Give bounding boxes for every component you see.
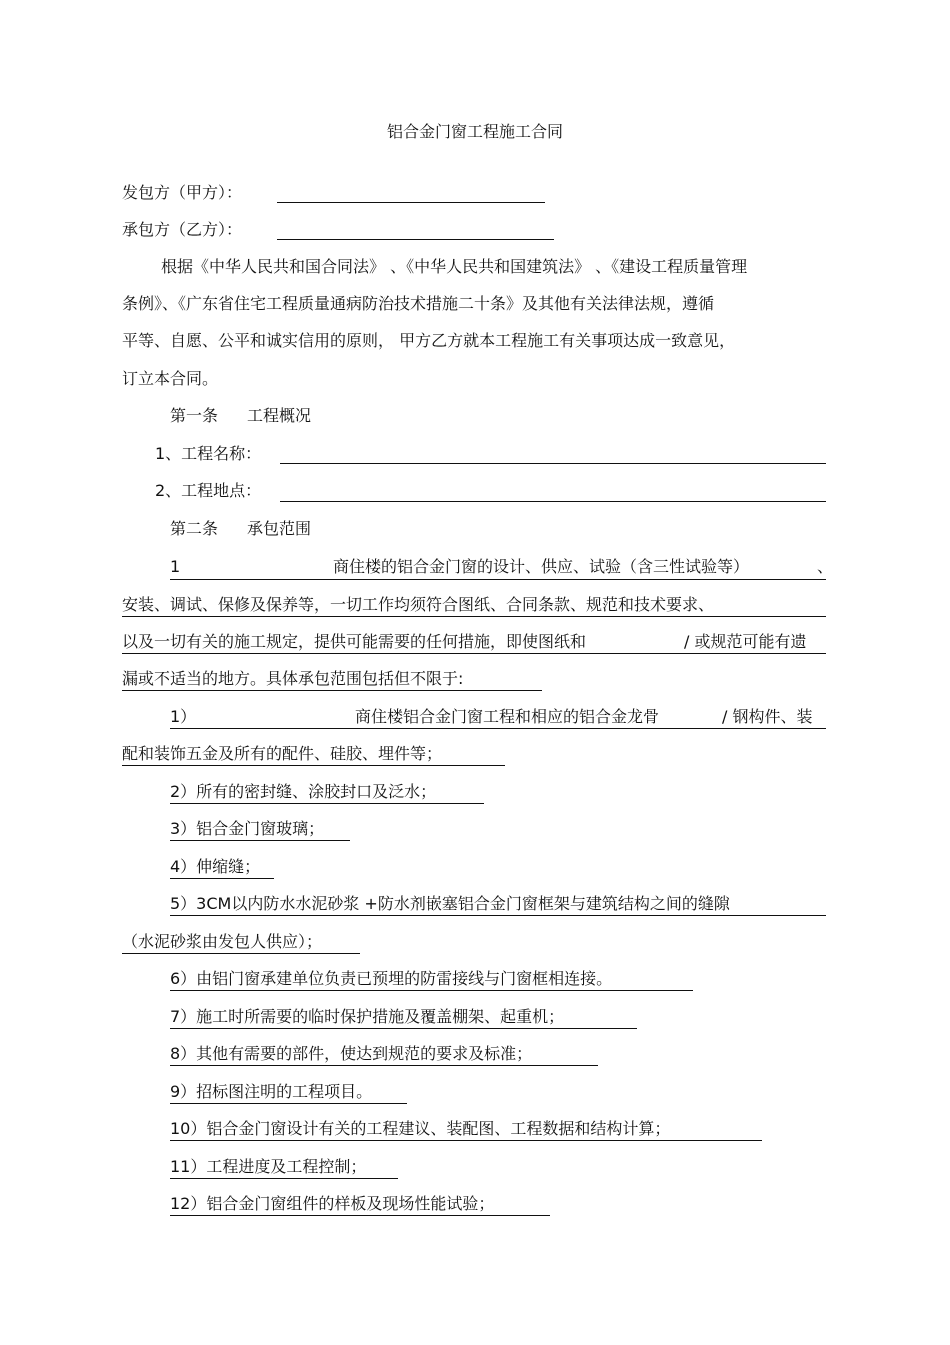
scope-p1-line3: 以及一切有关的施工规定，提供可能需要的任何措施，即使图纸和 [122,632,587,651]
scope-s1-num: 1） [170,707,197,726]
underline [170,1140,762,1141]
project-location-blank [280,501,826,502]
article-2-heading: 第二条 [170,519,219,538]
scope-p1-line1: 商住楼的铝合金门窗的设计、供应、试验（含三性试验等） [333,557,750,576]
project-location-label: 2、工程地点： [155,481,262,500]
scope-num-1: 1 [170,557,181,576]
underline [170,803,484,804]
scope-p1-line2: 安装、调试、保修及保养等，一切工作均须符合图纸、合同条款、规范和技术要求、 [122,595,715,614]
underline [170,1065,598,1066]
underline [170,728,826,729]
scope-s1-line1-end: / 钢构件、装 [722,707,813,726]
underline [170,1028,637,1029]
preamble-line-4: 订立本合同。 [122,369,219,388]
party-a-blank [277,202,545,203]
underline [122,616,826,617]
underline [170,1103,407,1104]
underline [170,1215,550,1216]
party-b-blank [277,239,554,240]
underline [170,915,826,916]
project-name-blank [280,463,826,464]
underline [122,653,826,654]
scope-s3: 3）铝合金门窗玻璃； [170,819,325,838]
scope-s11: 11）工程进度及工程控制； [170,1157,367,1176]
scope-s5-line1: 5）3CM以内防水水泥砂浆 +防水剂嵌塞铝合金门窗框架与建筑结构之间的缝隙 [170,894,730,913]
scope-s2: 2）所有的密封缝、涂胶封口及泛水； [170,782,437,801]
document-title: 铝合金门窗工程施工合同 [386,122,563,141]
underline [170,990,693,991]
preamble-line-1: 根据《中华人民共和国合同法》 、《中华人民共和国建筑法》 、《建设工程质量管理 [161,257,748,276]
article-2-title: 承包范围 [247,519,312,538]
underline [170,579,826,580]
scope-s1-line1: 商住楼铝合金门窗工程和相应的铝合金龙骨 [355,707,660,726]
underline [170,878,274,879]
underline [122,765,505,766]
scope-s1-line2: 配和装饰五金及所有的配件、硅胶、埋件等； [122,744,443,763]
underline [122,690,542,691]
scope-s12: 12）铝合金门窗组件的样板及现场性能试验； [170,1194,495,1213]
party-a-label: 发包方（甲方）： [122,183,243,202]
scope-s7: 7）施工时所需要的临时保护措施及覆盖棚架、起重机； [170,1007,565,1026]
scope-s9: 9）招标图注明的工程项目。 [170,1082,373,1101]
scope-s6: 6）由铝门窗承建单位负责已预埋的防雷接线与门窗框相连接。 [170,969,613,988]
underline [122,953,360,954]
scope-p1-line3-end: / 或规范可能有遗 [684,632,807,651]
underline [170,840,350,841]
article-1-heading: 第一条 [170,406,219,425]
scope-s10: 10）铝合金门窗设计有关的工程建议、装配图、工程数据和结构计算； [170,1119,671,1138]
preamble-line-3: 平等、自愿、公平和诚实信用的原则， 甲方乙方就本工程施工有关事项达成一致意见， [122,331,736,350]
scope-s8: 8）其他有需要的部件，使达到规范的要求及标准； [170,1044,533,1063]
scope-s5-line2: （水泥砂浆由发包人供应）； [122,932,323,951]
project-name-label: 1、工程名称： [155,444,262,463]
party-b-label: 承包方（乙方）： [122,220,243,239]
underline [170,1178,398,1179]
article-1-title: 工程概况 [247,406,312,425]
preamble-line-2: 条例》、《广东省住宅工程质量通病防治技术措施二十条》及其他有关法律法规，遵循 [122,294,715,313]
scope-p1-line1-end: 、 [817,557,834,576]
scope-p1-line4: 漏或不适当的地方。具体承包范围包括但不限于: [122,669,464,688]
scope-s4: 4）伸缩缝； [170,857,261,876]
